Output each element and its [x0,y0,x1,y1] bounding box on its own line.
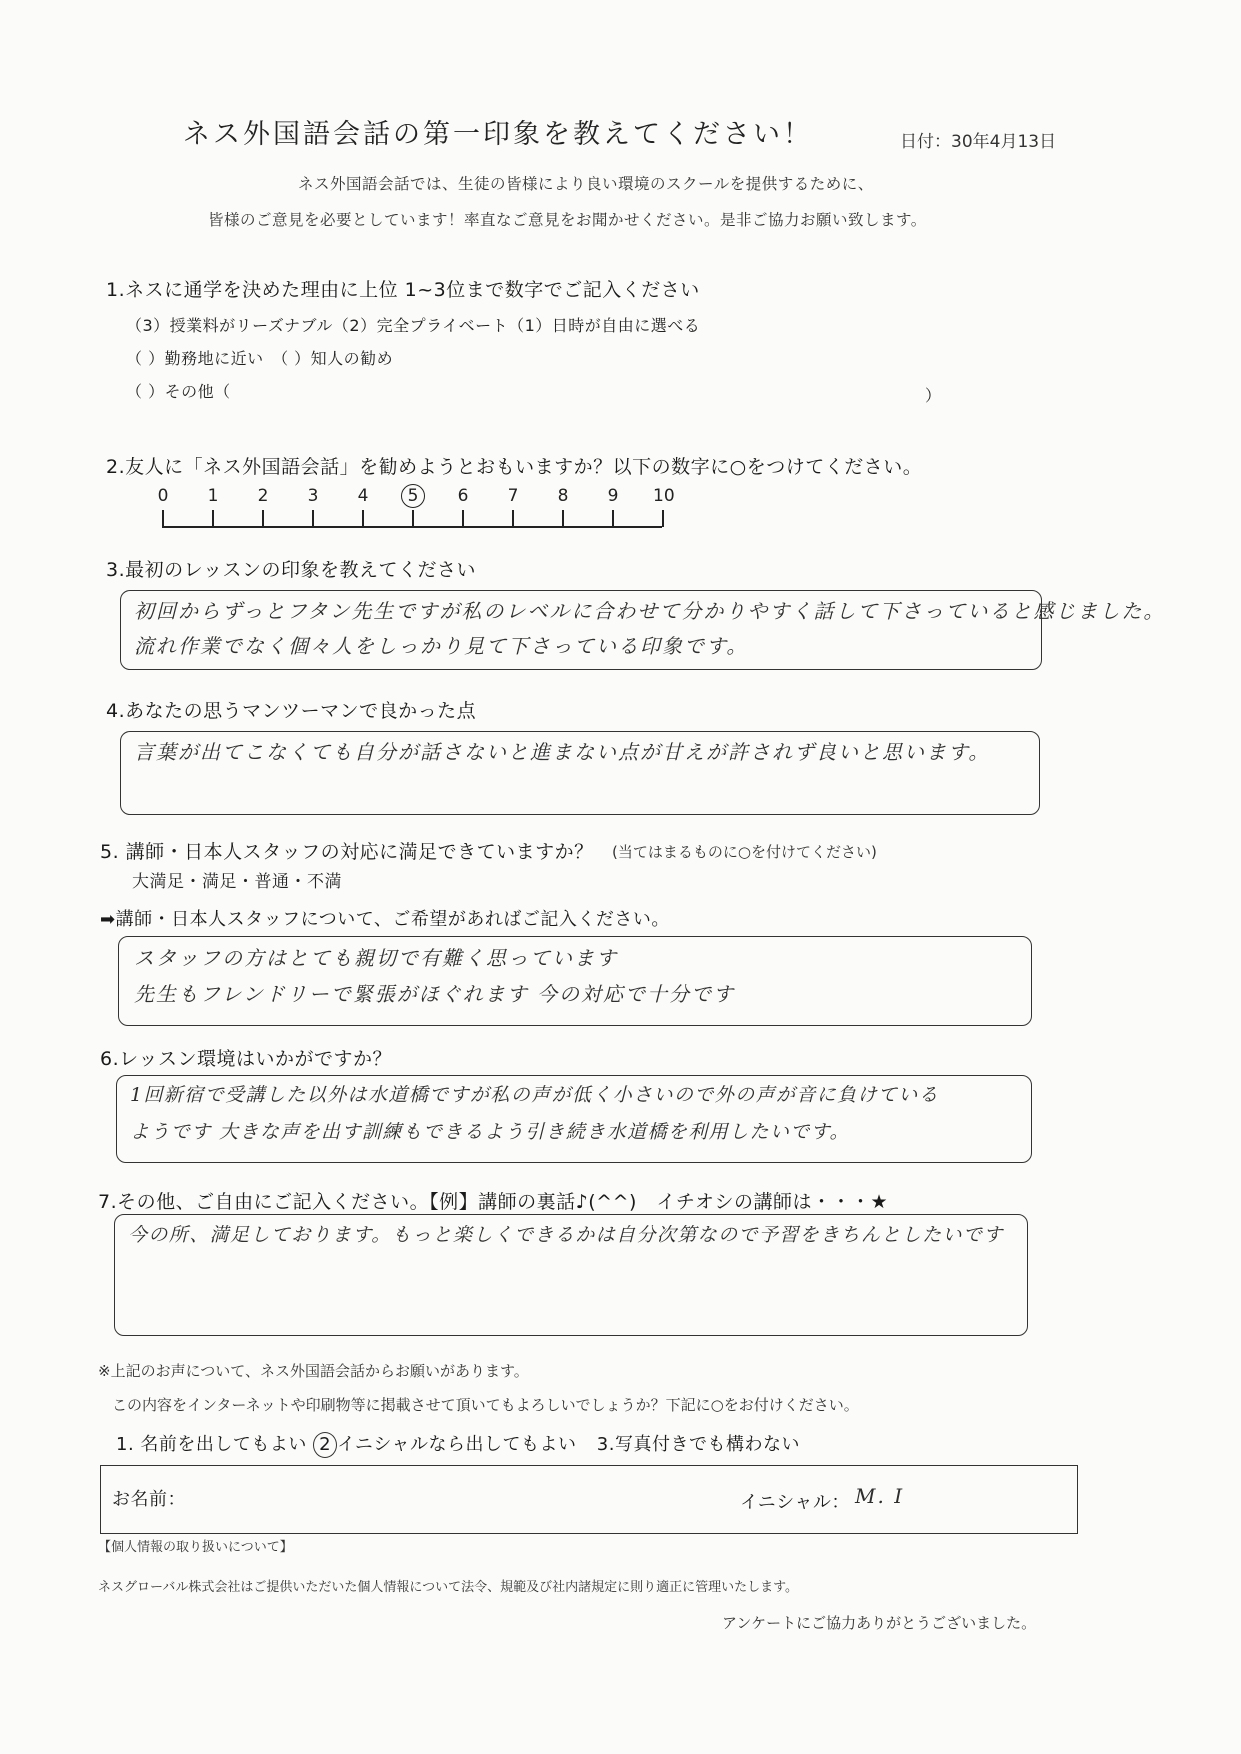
name-label: お名前： [112,1489,186,1510]
initial-label: イニシャル： [740,1492,850,1513]
rating-scale-tick [162,510,164,527]
rating-scale-tick [312,510,314,527]
q4-question: 4.あなたの思うマンツーマンで良かった点 [106,700,477,722]
q4-answer-line-1: 言葉が出てこなくても自分が話さないと進まない点が甘えが許されず良いと思います。 [134,740,991,764]
survey-date: 日付：30年4月13日 [900,132,1057,152]
q1-other-close: ） [925,386,942,405]
q1-question: 1.ネスに通学を決めた理由に上位 1~3位まで数字でご記入ください [106,279,700,301]
q5-question: 5. 講師・日本人スタッフの対応に満足できていますか？ [100,841,594,863]
rating-number[interactable]: 7 [507,486,519,506]
q1-options-row2: （ ）勤務地に近い （ ）知人の勧め [126,349,394,368]
rating-number[interactable]: 6 [457,486,469,506]
rating-number[interactable]: 8 [557,486,569,506]
rating-scale-tick [612,510,614,527]
q3-answer-line-1: 初回からずっとフタン先生ですが私のレベルに合わせて分かりやすく話して下さっていると感じました。 [134,599,1166,623]
q1-options-row1: （3）授業料がリーズナブル（2）完全プライベート（1）日時が自由に選べる [126,316,701,335]
page-title: ネス外国語会話の第一印象を教えてください！ [183,119,813,150]
q3-answer-line-2: 流れ作業でなく個々人をしっかり見て下さっている印象です。 [134,634,749,658]
q1-options-row3: （ ）その他（ [126,382,231,401]
q5-sub-question: ➡講師・日本人スタッフについて、ご希望があればご記入ください。 [100,909,670,930]
q5-question-note: (当てはまるものに○を付けてください) [612,843,877,861]
rating-selected-number[interactable]: 5 [401,484,425,508]
consent-options [116,1430,800,1458]
intro-line-2: 皆様のご意見を必要としています！率直なご意見をお聞かせください。是非ご協力お願い致します。 [208,211,927,229]
rating-scale-tick [512,510,514,527]
rating-scale-tick [262,510,264,527]
rating-number[interactable]: 0 [157,486,169,506]
q6-question: 6.レッスン環境はいかがですか？ [100,1048,392,1070]
q7-answer-line-1: 今の所、満足しております。もっと楽しくできるかは自分次第なので予習をきちんとしたいです [128,1224,1004,1246]
rating-scale-tick [212,510,214,527]
intro-line-1: ネス外国語会話では、生徒の皆様により良い環境のスクールを提供するために、 [298,175,874,193]
q2-question: 2.友人に「ネス外国語会話」を勧めようとおもいますか？以下の数字に○をつけてください。 [106,456,923,478]
rating-number[interactable]: 4 [357,486,369,506]
q7-question: 7.その他、ご自由にご記入ください。【例】講師の裏話♪(^^) イチオシの講師は・・・★ [98,1191,889,1213]
q6-answer-line-1: 1回新宿で受講した以外は水道橋ですが私の声が低く小さいので外の声が音に負けている [130,1084,940,1106]
privacy-text: ネスグローバル株式会社はご提供いただいた個人情報について法令、規範及び社内諸規定に則り適正に管理いたします。 [98,1580,799,1595]
q6-answer-line-2: ようです 大きな声を出す訓練もできるよう引き続き水道橋を利用したいです。 [130,1121,850,1143]
rating-number[interactable]: 10 [653,486,675,506]
rating-scale-tick [462,510,464,527]
rating-scale-tick [562,510,564,527]
thanks-text: アンケートにご協力ありがとうございました。 [722,1614,1037,1632]
initial-value: M. I [855,1484,905,1508]
consent-option-2-circled-number: 2 [313,1432,337,1458]
name-box [100,1465,1078,1534]
q5-answer-line-2: 先生もフレンドリーで緊張がほぐれます 今の対応で十分です [134,982,736,1006]
q5-satisfaction-options: 大満足・満足・普通・不満 [132,872,342,892]
rating-scale-tick [412,510,414,527]
consent-option-2: イニシャルなら出してもよい [337,1434,577,1455]
rating-number[interactable]: 2 [257,486,269,506]
rating-number[interactable]: 9 [607,486,619,506]
consent-option-1: 1. 名前を出してもよい [116,1434,307,1455]
consent-note-1: ※上記のお声について、ネス外国語会話からお願いがあります。 [98,1362,529,1380]
privacy-heading: 【個人情報の取り扱いについて】 [98,1540,293,1555]
q5-answer-line-1: スタッフの方はとても親切で有難く思っています [134,946,618,970]
rating-scale-tick [662,510,664,527]
rating-number[interactable]: 3 [307,486,319,506]
rating-scale-tick [362,510,364,527]
rating-number[interactable]: 1 [207,486,219,506]
q3-question: 3.最初のレッスンの印象を教えてください [106,559,476,581]
consent-option-3: 3.写真付きでも構わない [596,1434,800,1455]
consent-note-2: この内容をインターネットや印刷物等に掲載させて頂いてもよろしいでしょうか？下記に○をお付けください。 [112,1396,859,1414]
